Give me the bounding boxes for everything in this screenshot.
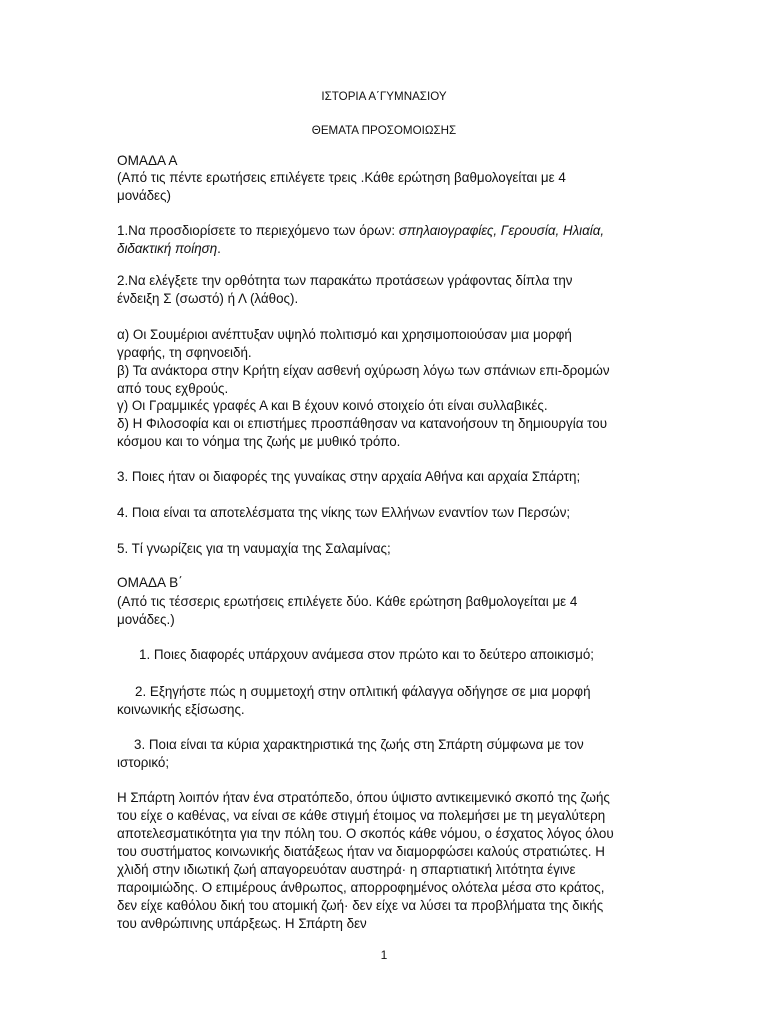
group-a-question-3: 3. Ποιες ήταν οι διαφορές της γυναίκας στην αρχαία Αθήνα και αρχαία Σπάρτη;	[117, 469, 581, 484]
statement-a-line2: γραφής, τη σφηνοειδή.	[117, 345, 252, 360]
group-b-question-2-line1: 2. Εξηγήστε πώς η συμμετοχή στην οπλιτική φάλαγγα οδήγησε σε μια μορφή	[135, 684, 591, 699]
question-1-terms-cont: διδακτική ποίηση	[117, 241, 218, 256]
statement-b-line1: β) Τα ανάκτορα στην Κρήτη είχαν ασθενή οχύρωση λόγω των σπάνιων επι-δρομών	[117, 363, 610, 378]
group-a-question-1-line2	[117, 240, 221, 258]
passage-line: χλιδή στην ιδιωτική ζωή απαγορευόταν αυστηρά· η σπαρτιατική λιτότητα έγινε	[117, 862, 576, 877]
group-a-question-2-line1: 2.Να ελέγξετε την ορθότητα των παρακάτω προτάσεων γράφοντας δίπλα την	[117, 273, 573, 288]
question-1-terms: σπηλαιογραφίες, Γερουσία, Ηλιαία,	[398, 223, 605, 238]
group-b-heading: ΟΜΑΔΑ Β΄	[117, 575, 183, 590]
group-b-instructions-line2: μονάδες.)	[117, 612, 175, 627]
document-title: ΙΣΤΟΡΙΑ Α΄ΓΥΜΝΑΣΙΟΥ	[321, 90, 447, 103]
group-a-question-2-line2: ένδειξη Σ (σωστό) ή Λ (λάθος).	[117, 291, 299, 306]
question-1-prefix: 1.Να προσδιορίσετε το περιεχόμενο των όρων:	[117, 223, 399, 238]
group-b-instructions-line1: (Από τις τέσσερις ερωτήσεις επιλέγετε δύο. Κάθε ερώτηση βαθμολογείται με 4	[117, 594, 578, 609]
group-a-instructions-line1: (Από τις πέντε ερωτήσεις επιλέγετε τρεις .Κάθε ερώτηση βαθμολογείται με 4	[117, 170, 566, 185]
statement-a-line1: α) Οι Σουμέριοι ανέπτυξαν υψηλό πολιτισμό και χρησιμοποιούσαν μια μορφή	[117, 327, 572, 342]
statement-d-line2: κόσμου και το νόημα της ζωής με μυθικό τρόπο.	[117, 434, 401, 449]
page-number: 1	[380, 948, 388, 962]
group-b-question-3-line1: 3. Ποια είναι τα κύρια χαρακτηριστικά της ζωής στη Σπάρτη σύμφωνα με τον	[134, 737, 584, 752]
passage-line: δεν είχε καθόλου δική του ατομική ζωή· δεν είχε να λύσει τα προβλήματα της δικής	[117, 898, 604, 913]
group-a-question-5: 5. Τί γνωρίζεις για τη ναυμαχία της Σαλαμίνας;	[117, 541, 391, 556]
passage-line: παροιμιώδης. Ο επιμέρους άνθρωπος, απορροφημένος ολότελα μέσα στο κράτος,	[117, 880, 605, 895]
statement-c-line1: γ) Οι Γραμμικές γραφές Α και Β έχουν κοινό στοιχείο ότι είναι συλλαβικές.	[117, 398, 548, 413]
passage-line: Η Σπάρτη λοιπόν ήταν ένα στρατόπεδο, όπου ύψιστο αντικειμενικό σκοπό της ζωής	[117, 790, 610, 805]
group-a-question-4: 4. Ποια είναι τα αποτελέσματα της νίκης των Ελλήνων εναντίον των Περσών;	[117, 505, 571, 520]
document-subtitle: ΘΕΜΑΤΑ ΠΡΟΣΟΜΟΙΩΣΗΣ	[311, 124, 457, 137]
passage-line: του συστήματος κοινωνικής διατάξεως ήταν να διαμορφώσει καλούς στρατιώτες. Η	[117, 844, 605, 859]
group-b-question-1: 1. Ποιες διαφορές υπάρχουν ανάμεσα στον πρώτο και το δεύτερο αποικισμό;	[139, 647, 595, 662]
group-a-heading: ΟΜΑΔΑ Α	[117, 153, 178, 168]
group-a-instructions-line2: μονάδες)	[117, 188, 171, 203]
group-a-question-1-line1	[117, 222, 604, 240]
statement-b-line2: από τους εχθρούς.	[117, 381, 229, 396]
group-b-question-3-line2: ιστορικό;	[117, 755, 170, 770]
question-1-end: .	[217, 241, 221, 256]
statement-d-line1: δ) Η Φιλοσοφία και οι επιστήμες προσπάθησαν να κατανοήσουν τη δημιουργία του	[117, 416, 608, 431]
passage-line: του είχε ο καθένας, να είναι σε κάθε στιγμή έτοιμος να πολεμήσει με τη μεγαλύτερη	[117, 808, 606, 823]
passage-line: του ανθρώπινης υπάρξεως. Η Σπάρτη δεν	[117, 916, 367, 931]
passage-line: αποτελεσματικότητα για την πόλη του. Ο σκοπός κάθε νόμου, ο έσχατος λόγος όλου	[117, 826, 614, 841]
group-b-question-2-line2: κοινωνικής εξίσωσης.	[117, 702, 245, 717]
